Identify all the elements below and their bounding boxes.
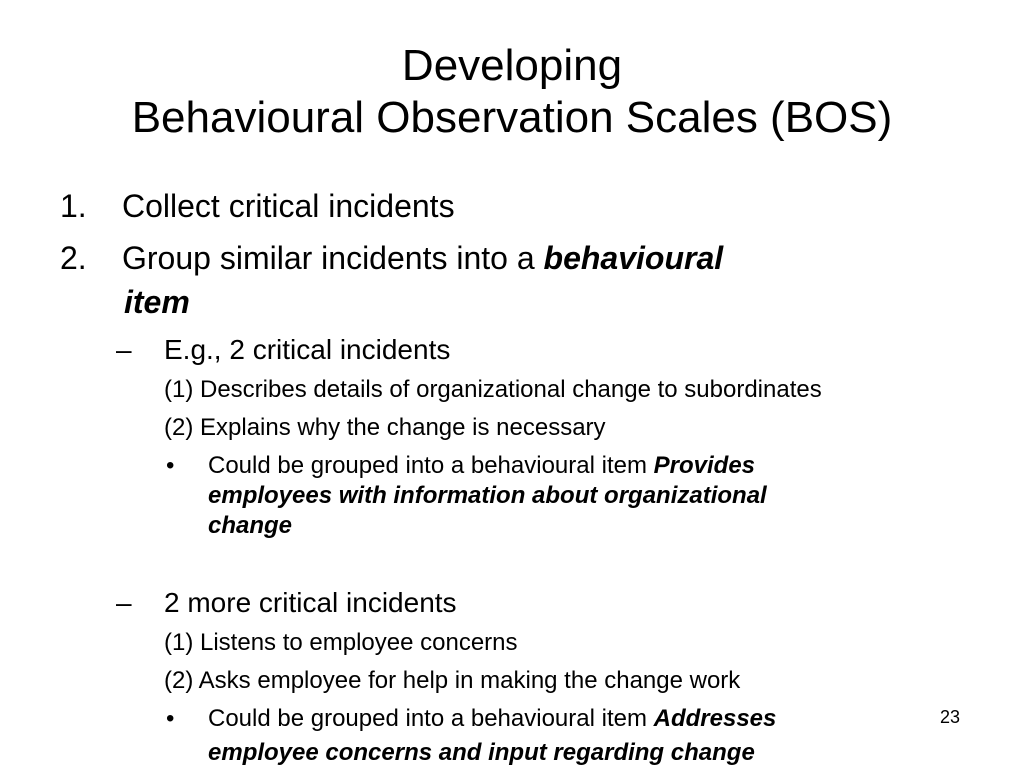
group-2-dash: – [116,587,132,618]
item-2-text [122,239,723,277]
group-1-grouped-item-cont: employees with information about organizational [208,482,767,509]
group-1-grouped-item-end: change [208,512,293,539]
group-2-grouped-item-cont: employee concerns and input regarding change [208,739,755,766]
slide-title-line2: Behavioural Observation Scales (BOS) [131,93,893,142]
item-2-emphasis-cont: item [124,284,190,320]
group-1-incident-2: (2) Explains why the change is necessary [164,414,606,441]
page-number: 23 [940,707,961,727]
group-1-grouped-item: Provides [653,452,756,479]
group-2-grouped [208,704,776,734]
group-2-grouped-item: Addresses [653,705,777,732]
item-2-emphasis: behavioural [543,240,724,276]
item-1-number: 1. [60,188,87,224]
item-2-text-prefix: Group similar incidents into a [122,240,544,276]
group-2-incident-2: (2) Asks employee for help in making the change work [164,667,741,694]
group-1-bullet: • [166,452,175,479]
group-1-heading: E.g., 2 critical incidents [164,334,451,365]
item-1-text: Collect critical incidents [122,188,455,224]
slide-title [0,40,1024,144]
group-1-incident-1: (1) Describes details of organizational change to subordinates [164,376,822,403]
group-2-grouped-prefix: Could be grouped into a behavioural item [208,705,654,732]
group-2-bullet: • [166,705,175,732]
group-2-incident-1: (1) Listens to employee concerns [164,629,518,656]
item-2-number: 2. [60,240,87,276]
slide-title-line1: Developing [401,41,623,90]
group-1-grouped [208,451,755,481]
group-1-dash: – [116,334,132,365]
group-1-grouped-prefix: Could be grouped into a behavioural item [208,452,654,479]
group-2-heading: 2 more critical incidents [164,587,457,618]
